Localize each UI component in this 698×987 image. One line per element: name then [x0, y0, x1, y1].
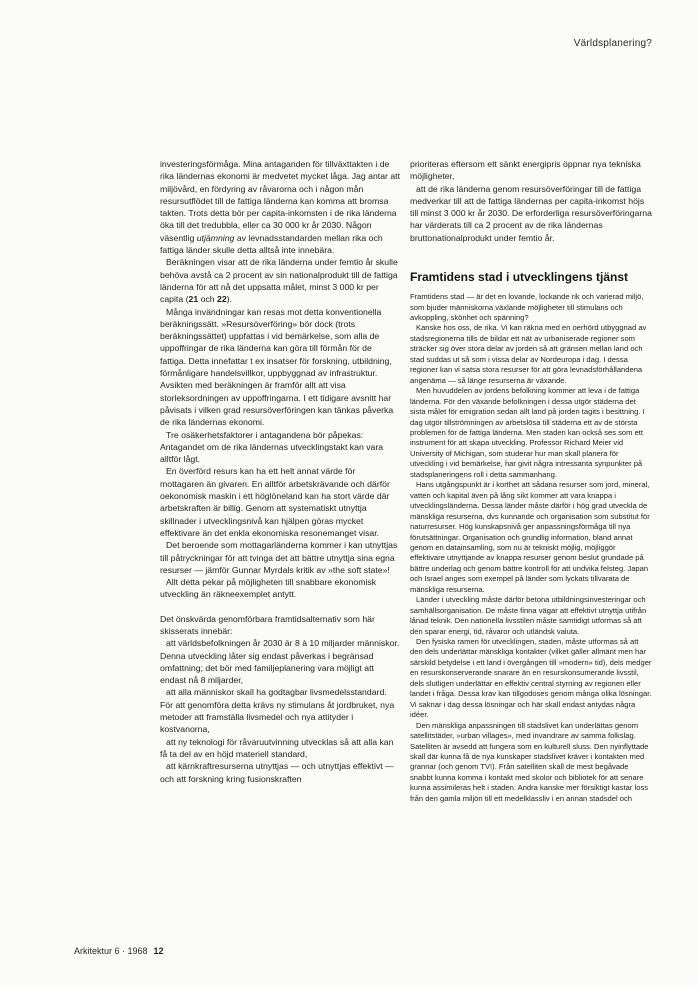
paragraph: Det beroende som mottagarländerna kommer i kan utnyttjas till påtryckningar för att tvinga det att bättre utnyttja sina egna resurser — jämför Gunnar Myrdals kritik av »the soft state»!	[160, 540, 398, 575]
left-column	[160, 158, 400, 785]
paragraph: Tre osäkerhetsfaktorer i antagandena bör påpekas: Antagandet om de rika ländernas utvecklingstakt kan vara alltför lågt.	[160, 429, 384, 465]
list-item: att alla människor skall ha godtagbar livsmedelsstandard. För att genomföra detta krävs ny stimulans åt jordbruket, nya metoder att framställa livsmedel och nya attityder i kostvanorna,	[160, 687, 395, 735]
paragraph: Kanske hos oss, de rika. Vi kan räkna med en oerhörd utbyggnad av stadsregionerna tills de bildar ett nät av urbaniserade regioner som sträcker sig över stora delar av jorden så att gränsen mellan land och stad suddas ut så som i vissa delar av Nordeuropa i dag. I dessa regioner kan vi satsa stora resurser för att göra levnadsförhållandena angenäma — så länge resurserna är växande.	[410, 323, 647, 385]
list-item: att de rika länderna genom resursöverföringar till de fattiga medverkar till att de fattiga ländernas per capita-inkomst höjs till minst 3 000 kr år 2030. De erforderliga resursöverföringarna har värderats till ca 2 procent av de rika ländernas bruttonationalprodukt under femtio år.	[410, 183, 652, 243]
right-column	[410, 158, 652, 804]
paragraph: Många invändningar kan resas mot detta konventionella beräkningssätt. »Resursöverföring» bör dock (trots beräkningssättet) uppfattas i vid bemärkelse, som alla de uppoffringar de rika länderna kan göra till förmån för de fattiga. Detta innefattar t ex insatser för forskning, utbildning, förmånligare handelsvillkor, uppbyggnad av infrastruktur. Avsikten med beräkningen är framför allt att visa storleksordningen av uppoffringarna. I ett tidigare avsnitt har påvisats i vilken grad resursöverföringen kan tänkas påverka de rika ländernas ekonomi.	[160, 306, 394, 428]
list-item: att ny teknologi för råvaruutvinning utvecklas så att alla kan få ta del av en höjd materiell standard,	[160, 736, 394, 759]
paragraph: Det önskvärda genomförbara framtidsalternativ som här skisserats innebär:	[160, 613, 375, 636]
paragraph: Allt detta pekar på möjligheten till snabbare ekonomisk utveckling än räkneexemplet antytt.	[160, 577, 377, 600]
paragraph: Hans utgångspunkt är i korthet att sådana resurser som jord, mineral, vatten och kapital även på lång sikt kommer att vara knappa i utvecklingsländerna. Dessa länder måste därför i hög grad utveckla de mänskliga resurserna, dvs kunnande och organisation som substitut för naturresurser. Hög kunskapsnivå ger anpassningsförmåga till nya förutsättningar. Organisation och grundlig information, bland annat genom en datainsamling, som nu är tekniskt möjlig, möjliggör effektivare utnyttjande av knappa resurser genom beslut grundade på bättre underlag och genom bättre kontroll för att undvika felsteg. Japan och Israel anges som exempel på länder som lyckats tillvarata de mänskliga resurserna.	[410, 480, 650, 594]
list-item: att världsbefolkningen år 2030 är 8 à 10 miljarder människor. Denna utveckling låter sig endast påverkas i begränsad omfattning; det bör med familjeplanering vara möjligt att endast nå 8 miljarder,	[160, 638, 400, 686]
paragraph: Framtidens stad — är det en lovande, lockande rik och varierad miljö, som bjuder människorna växlande möjligheter till stimulans och avkoppling, skönhet och spänning?	[410, 292, 644, 322]
paragraph: Länder i utveckling måste därför betona utbildningsinvesteringar och samhällsorganisation. De måste finna vägar att effektivt utnyttja utifrån lånad teknik. Den nationella livsstilen måste samtidigt utformas så att den sparar energi, tid, råvaror och utländsk valuta.	[410, 595, 647, 636]
page-number: 12	[153, 946, 164, 956]
paragraph: Beräkningen visar att de rika länderna under femtio år skulle behöva avstå ca 2 procent av sin nationalprodukt till de fattiga länderna för att nå det uppsatta målet, minst 3 000 kr per capita (21 och 22).	[160, 257, 398, 305]
list-item: att kärnkraftresurserna utnyttjas — och utnyttjas effektivt — och att forskning kring fusionskraften	[160, 761, 394, 784]
journal-name: Arkitektur 6 · 1968	[74, 946, 148, 956]
paragraph: Den mänskliga anpassningen till stadslivet kan underlättas genom satellitstäder, »urban villages», med invandrare av samma folkslag. Satelliten är avsedd att fungera som en kulturell sluss. Den nyinflyttade skall där kunna få de nya kunskaper stadslivet kräver i kontakten med grannar (och genom TV!). Från satelliten skall de mest begåvade snabbt kunna komma i kontakt med skolor och bibliotek för att senare kunna assimileras helt i staden. Andra kanske mer försiktigt kastar loss från den gamla miljön till ett medelklassliv i en annan stadsdel och	[410, 720, 649, 803]
page-footer	[74, 946, 164, 956]
paragraph: Den fysiska ramen för utvecklingen, staden, måste utformas så att den dels underlättar mänskliga kontakter (vilket gäller allmänt men har särskild betydelse i ett land i övergången till »modern» tid), dels medger en resurskonserverande snarare än en resurskonsumerande livsstil, dels slutligen underlättar en effektiv central styrning av regionen eller landet i fråga. Dessa krav kan tillgodoses genom många olika lösningar. Vi saknar i dag dessa lösningar och här skall endast antydas några idéer.	[410, 637, 652, 720]
running-head: Världsplanering?	[573, 38, 652, 49]
paragraph: En överförd resurs kan ha ett helt annat värde för mottagaren än givaren. En alltför arbetskrävande och därför oekonomisk maskin i ett höglöneland kan ha stort värde där arbetskraften är billig. Genom att systematiskt utnyttja skillnader i utvecklingsnivå kan hjälpen göras mycket effektivare än det enkla ekonomiska resonemanget visar.	[160, 466, 390, 538]
paragraph: Men huvuddelen av jordens befolkning kommer att leva i de fattiga länderna. För den växande befolkningen i dessa utgör städerna det sista målet för emigration sedan allt land på jorden tagits i besittning. I dag utgör tillströmningen av arbetslösa till städerna ett av de största problemen för de fattiga länderna. Men staden kan också ses som ett instrument för att skapa utveckling. Professor Richard Meier vid University of Michigan, som studerar hur man skall planera för utveckling i vid bemärkelse, har givit några intressanta synpunkter på stadsplaneringens roll i detta sammanhang.	[410, 386, 645, 479]
list-item: prioriteras eftersom ett sänkt energipris öppnar nya tekniska möjligheter,	[410, 159, 641, 182]
section-heading: Framtidens stad i utvecklingens tjänst	[410, 270, 629, 285]
paragraph: investeringsförmåga. Mina antaganden för tillväxttakten i de rika ländernas ekonomi är medvetet mycket låga. Jag antar att miljövård, en fördyring av råvarorna och i någon mån resursutflödet till de fattiga länderna kan komma att bromsa takten. Trots detta bör per capita-inkomsten i de rika länderna öka till det tredubbla, eller ca 30 000 kr år 2030. Någon väsentlig utjämning av levnadsstandarden mellan rika och fattiga länder skulle detta alltså inte innebära.	[160, 159, 400, 256]
